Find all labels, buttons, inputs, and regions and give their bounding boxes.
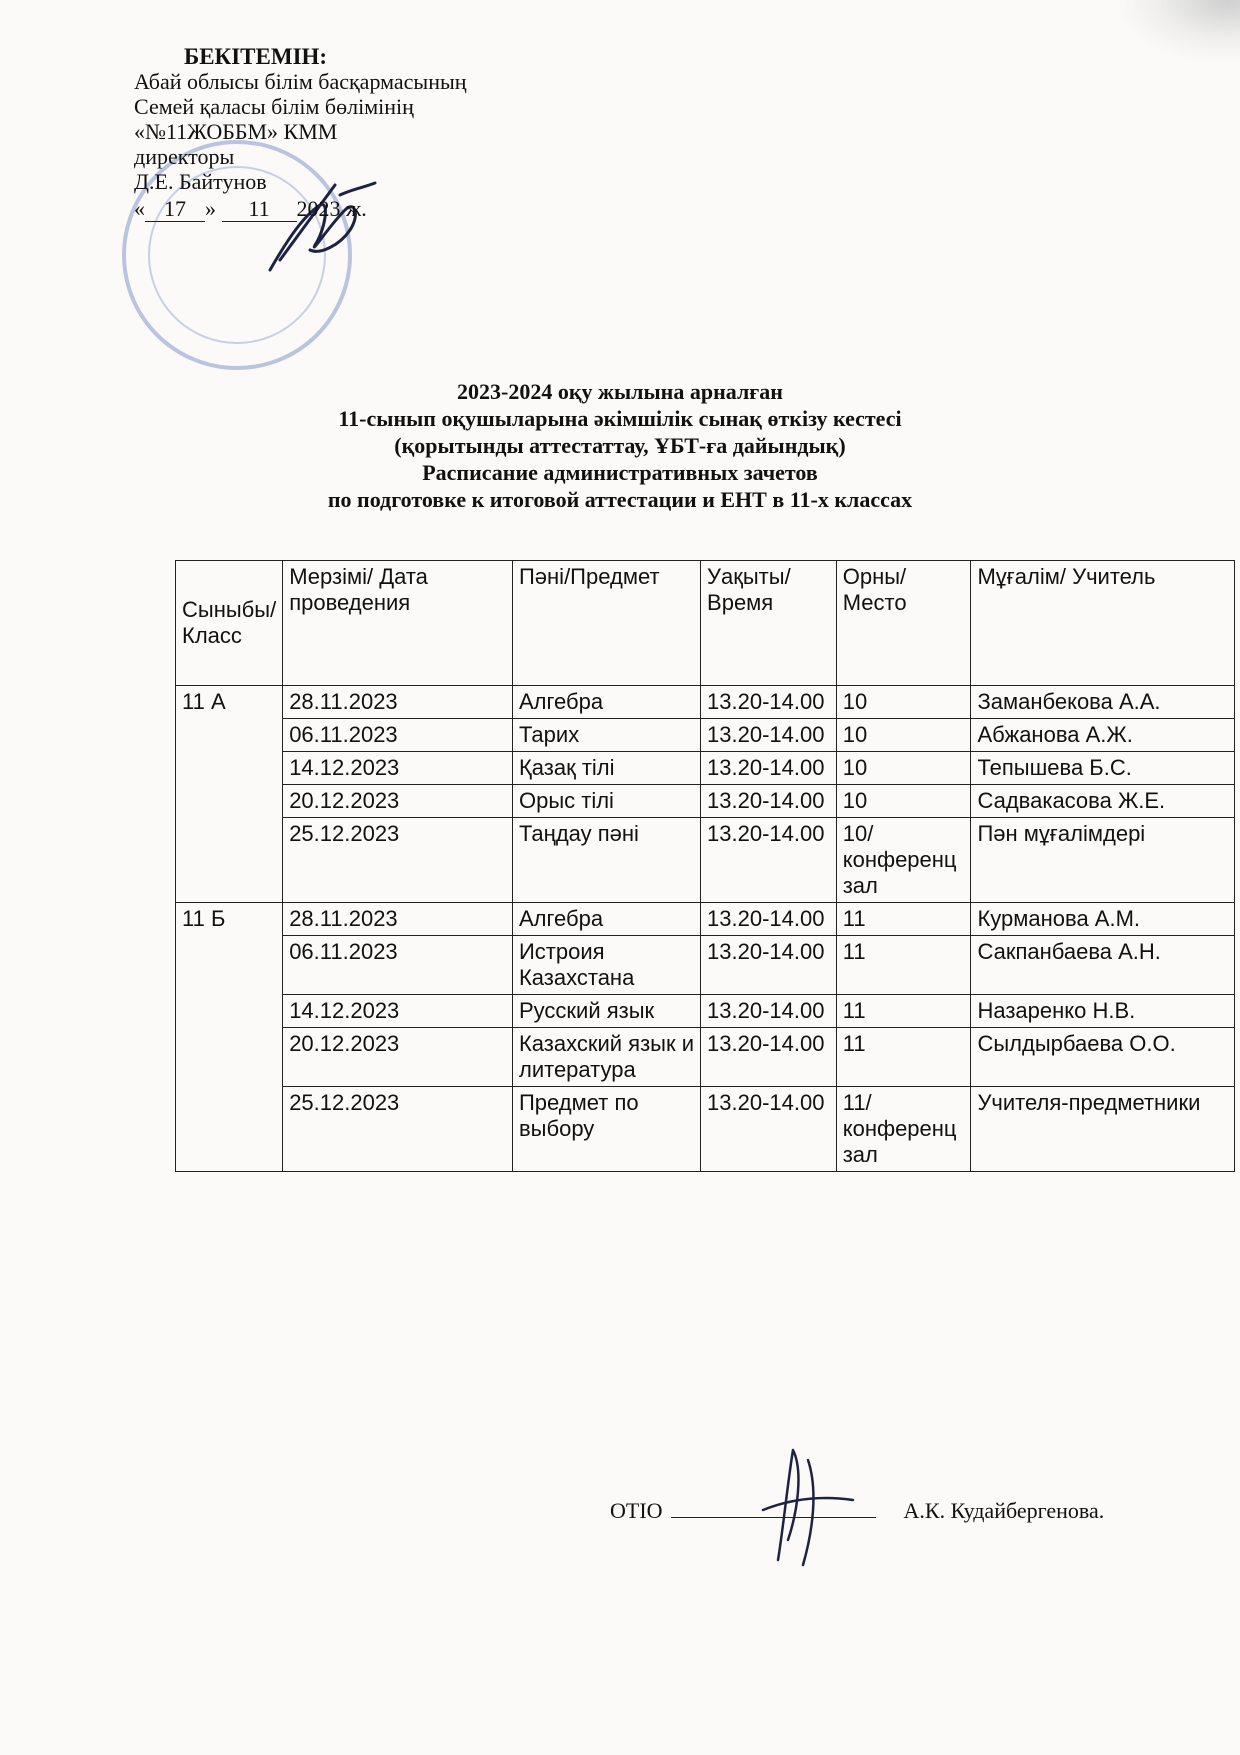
class-cell: 11 Б xyxy=(176,903,283,1172)
table-header-row xyxy=(176,561,1235,686)
table-row xyxy=(176,785,1235,818)
heading-line: 11-сынып оқушыларына әкімшілік сынақ өткізу кестесі xyxy=(338,406,902,431)
date-cell: 28.11.2023 xyxy=(283,903,513,936)
teacher-cell: Назаренко Н.В. xyxy=(971,995,1235,1028)
teacher-cell: Учителя-предметники xyxy=(971,1087,1235,1172)
date-cell: 06.11.2023 xyxy=(283,936,513,995)
scan-shadow xyxy=(1120,0,1240,60)
place-cell: 10 xyxy=(836,686,971,719)
table-row xyxy=(176,903,1235,936)
subject-cell: Алгебра xyxy=(512,903,700,936)
time-cell: 13.20-14.00 xyxy=(701,903,837,936)
document-heading xyxy=(150,378,1090,513)
time-cell: 13.20-14.00 xyxy=(701,752,837,785)
date-cell: 25.12.2023 xyxy=(283,1087,513,1172)
date-cell: 20.12.2023 xyxy=(283,785,513,818)
place-cell: 11 xyxy=(836,903,971,936)
approval-line: Д.Е. Байтунов xyxy=(134,169,267,194)
subject-cell: Алгебра xyxy=(512,686,700,719)
subject-cell: Предмет по выбору xyxy=(512,1087,700,1172)
approval-line: Семей қаласы білім бөлімінің xyxy=(134,94,414,119)
date-cell: 20.12.2023 xyxy=(283,1028,513,1087)
schedule-table xyxy=(175,560,1235,1172)
time-cell: 13.20-14.00 xyxy=(701,936,837,995)
place-cell: 10 xyxy=(836,752,971,785)
teacher-cell: Абжанова А.Ж. xyxy=(971,719,1235,752)
approval-block xyxy=(134,44,467,222)
table-row xyxy=(176,686,1235,719)
table-row xyxy=(176,1087,1235,1172)
date-cell: 06.11.2023 xyxy=(283,719,513,752)
header-class: Сыныбы/ Класс xyxy=(176,561,283,686)
time-cell: 13.20-14.00 xyxy=(701,1087,837,1172)
time-cell: 13.20-14.00 xyxy=(701,1028,837,1087)
teacher-cell: Заманбекова А.А. xyxy=(971,686,1235,719)
header-teacher: Мұғалім/ Учитель xyxy=(971,561,1235,686)
header-subject: Пәні/Предмет xyxy=(512,561,700,686)
approval-day: 17 xyxy=(145,196,205,222)
approval-title: БЕКІТЕМІН: xyxy=(184,44,328,69)
place-cell: 11 xyxy=(836,1028,971,1087)
footer-name: А.К. Кудайбергенова. xyxy=(903,1498,1105,1523)
subject-cell: Истроия Казахстана xyxy=(512,936,700,995)
table-row xyxy=(176,719,1235,752)
table-row xyxy=(176,752,1235,785)
time-cell: 13.20-14.00 xyxy=(701,995,837,1028)
approval-line: директоры xyxy=(134,144,235,169)
table-row xyxy=(176,995,1235,1028)
footer xyxy=(610,1498,1104,1524)
teacher-cell: Пән мұғалімдері xyxy=(971,818,1235,903)
place-cell: 10/ конференц зал xyxy=(836,818,971,903)
teacher-cell: Садвакасова Ж.Е. xyxy=(971,785,1235,818)
subject-cell: Орыс тілі xyxy=(512,785,700,818)
teacher-cell: Сакпанбаева А.Н. xyxy=(971,936,1235,995)
date-cell: 14.12.2023 xyxy=(283,752,513,785)
approval-line: «№11ЖОББМ» КММ xyxy=(134,119,338,144)
heading-line: Расписание административных зачетов xyxy=(422,460,818,485)
footer-role: ОТІО xyxy=(610,1498,663,1523)
table-row xyxy=(176,818,1235,903)
date-cell: 25.12.2023 xyxy=(283,818,513,903)
header-date: Мерзімі/ Дата проведения xyxy=(283,561,513,686)
place-cell: 10 xyxy=(836,719,971,752)
place-cell: 11 xyxy=(836,936,971,995)
signature-line xyxy=(671,1517,876,1518)
time-cell: 13.20-14.00 xyxy=(701,686,837,719)
subject-cell: Тарих xyxy=(512,719,700,752)
place-cell: 10 xyxy=(836,785,971,818)
table-row xyxy=(176,1028,1235,1087)
teacher-cell: Тепышева Б.С. xyxy=(971,752,1235,785)
approval-date: « 17 » 11 2023 ж. xyxy=(134,196,367,221)
table-row xyxy=(176,936,1235,995)
approval-year: 2023 ж. xyxy=(296,196,367,221)
time-cell: 13.20-14.00 xyxy=(701,818,837,903)
teacher-cell: Курманова А.М. xyxy=(971,903,1235,936)
teacher-cell: Сылдырбаева О.О. xyxy=(971,1028,1235,1087)
date-cell: 14.12.2023 xyxy=(283,995,513,1028)
approval-month: 11 xyxy=(222,196,297,222)
place-cell: 11/ конференц зал xyxy=(836,1087,971,1172)
header-place: Орны/ Место xyxy=(836,561,971,686)
heading-line: 2023-2024 оқу жылына арналған xyxy=(457,379,783,404)
date-cell: 28.11.2023 xyxy=(283,686,513,719)
subject-cell: Қазақ тілі xyxy=(512,752,700,785)
subject-cell: Русский язык xyxy=(512,995,700,1028)
header-time: Уақыты/ Время xyxy=(701,561,837,686)
time-cell: 13.20-14.00 xyxy=(701,719,837,752)
approval-line: Абай облысы білім басқармасының xyxy=(134,69,467,94)
subject-cell: Казахский язык и литература xyxy=(512,1028,700,1087)
heading-line: (қорытынды аттестаттау, ҰБТ-ға дайындық) xyxy=(394,433,846,458)
place-cell: 11 xyxy=(836,995,971,1028)
subject-cell: Таңдау пәні xyxy=(512,818,700,903)
class-cell: 11 А xyxy=(176,686,283,903)
heading-line: по подготовке к итоговой аттестации и ЕНТ в 11-х классах xyxy=(327,487,913,512)
time-cell: 13.20-14.00 xyxy=(701,785,837,818)
